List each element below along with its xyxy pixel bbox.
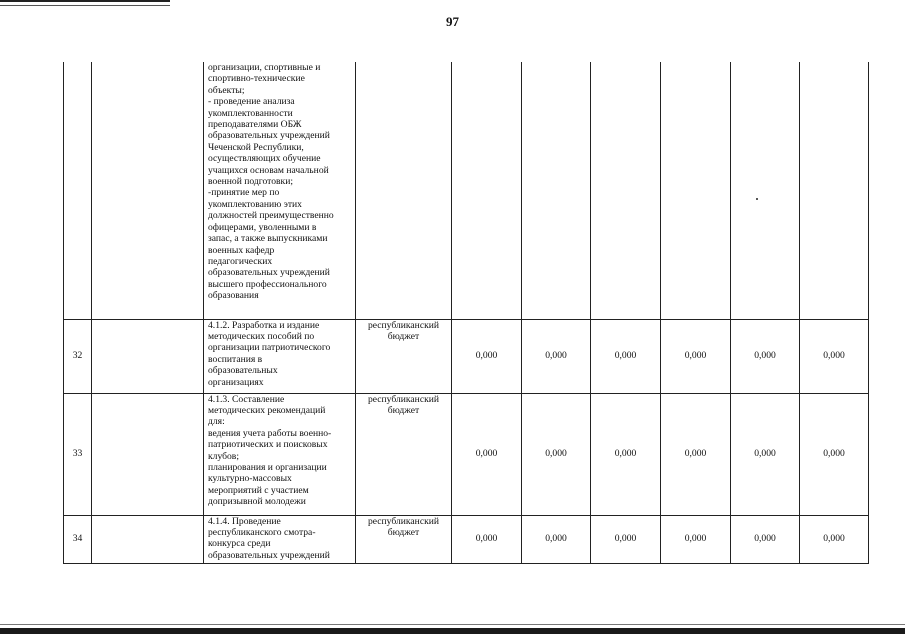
value-cell: 0,000 bbox=[522, 515, 591, 563]
description-cell: организации, спортивные и спортивно-технические объекты; - проведение анализа укомплектованности преподавателями ОБЖ образовательных учреждений Чеченской Республики, осуществляющих обучение учащихся основам начальной военной подготовки; -принятие мер по укомплектованию этих должностей преимущественно офицерами, уволенными в запас, а также выпускниками военных кафедр педагогических образовательных учреждений высшего профессионального образования bbox=[204, 62, 356, 319]
value-cell bbox=[591, 62, 661, 319]
empty-cell bbox=[92, 319, 204, 393]
table-row-32 bbox=[64, 319, 869, 393]
funding-cell: республиканский бюджет bbox=[356, 393, 452, 515]
page-number: 97 bbox=[446, 14, 459, 29]
bottom-rule-thin bbox=[0, 624, 905, 625]
value-cell: 0,000 bbox=[800, 393, 869, 515]
row-number: 32 bbox=[64, 319, 92, 393]
value-cell: 0,000 bbox=[731, 393, 800, 515]
empty-cell bbox=[92, 515, 204, 563]
bottom-rule bbox=[0, 628, 905, 634]
value-cell: 0,000 bbox=[661, 393, 731, 515]
scan-speck bbox=[756, 198, 758, 200]
value-cell bbox=[800, 62, 869, 319]
value-cell bbox=[452, 62, 522, 319]
empty-cell bbox=[92, 62, 204, 319]
value-cell: 0,000 bbox=[591, 393, 661, 515]
value-cell: 0,000 bbox=[731, 319, 800, 393]
program-table bbox=[63, 62, 869, 564]
top-rule-thin bbox=[0, 5, 170, 6]
value-cell: 0,000 bbox=[591, 319, 661, 393]
funding-cell bbox=[356, 62, 452, 319]
table-row-continued bbox=[64, 62, 869, 319]
value-cell: 0,000 bbox=[661, 319, 731, 393]
table-row-34 bbox=[64, 515, 869, 563]
value-cell: 0,000 bbox=[452, 319, 522, 393]
value-cell bbox=[731, 62, 800, 319]
empty-cell bbox=[92, 393, 204, 515]
description-cell: 4.1.3. Составление методических рекомендаций для: ведения учета работы военно- патриотических и поисковых клубов; планирования и организации культурно-массовых мероприятий с участием допризывной молодежи bbox=[204, 393, 356, 515]
value-cell: 0,000 bbox=[452, 515, 522, 563]
value-cell: 0,000 bbox=[731, 515, 800, 563]
row-number: 34 bbox=[64, 515, 92, 563]
value-cell: 0,000 bbox=[522, 319, 591, 393]
value-cell: 0,000 bbox=[522, 393, 591, 515]
value-cell: 0,000 bbox=[661, 515, 731, 563]
value-cell: 0,000 bbox=[800, 319, 869, 393]
value-cell: 0,000 bbox=[591, 515, 661, 563]
value-cell: 0,000 bbox=[800, 515, 869, 563]
value-cell bbox=[522, 62, 591, 319]
value-cell bbox=[661, 62, 731, 319]
funding-cell: республиканский бюджет bbox=[356, 515, 452, 563]
description-cell: 4.1.4. Проведение республиканского смотра- конкурса среди образовательных учреждений bbox=[204, 515, 356, 563]
table-row-33 bbox=[64, 393, 869, 515]
top-rule bbox=[0, 0, 170, 2]
value-cell: 0,000 bbox=[452, 393, 522, 515]
row-number: 33 bbox=[64, 393, 92, 515]
description-cell: 4.1.2. Разработка и издание методических пособий по организации патриотического воспитания в образовательных организациях bbox=[204, 319, 356, 393]
funding-cell: республиканский бюджет bbox=[356, 319, 452, 393]
num-cell bbox=[64, 62, 92, 319]
